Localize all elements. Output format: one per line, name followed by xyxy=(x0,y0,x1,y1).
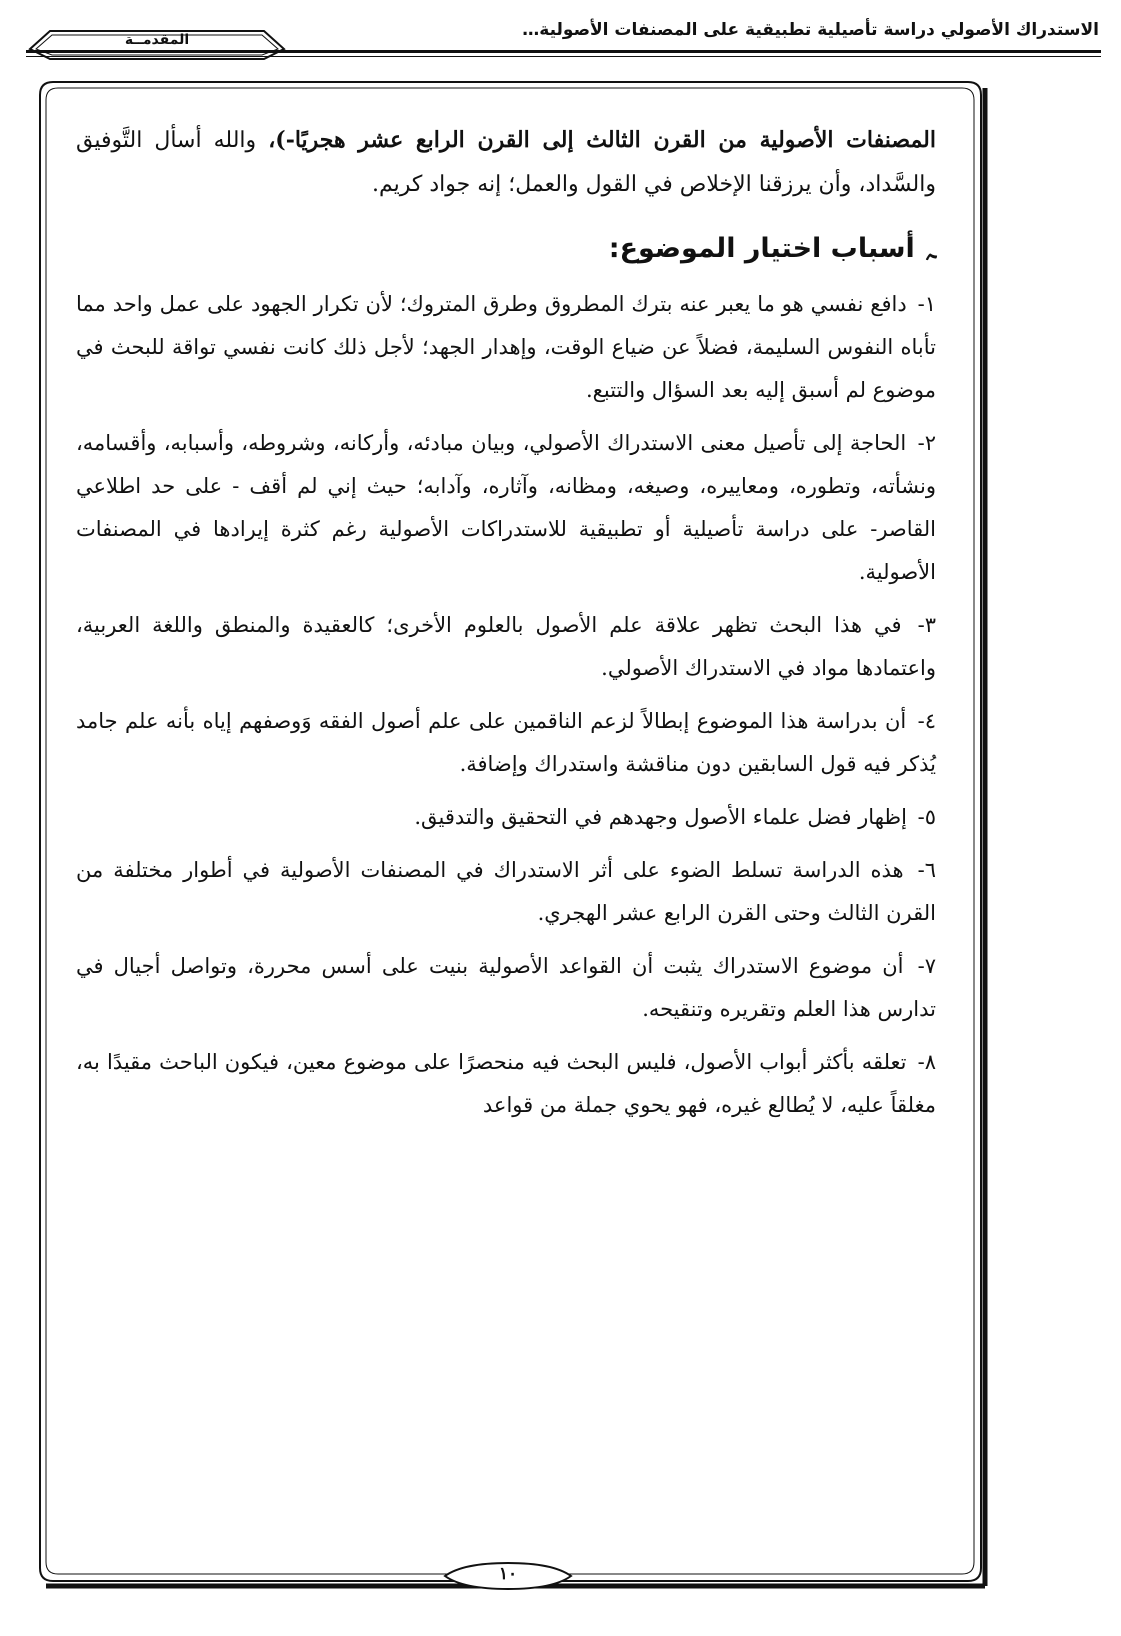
chapter-label: المقدمــة xyxy=(124,32,190,48)
list-item xyxy=(76,700,936,786)
page-number-tab xyxy=(443,1561,573,1591)
page-number: ١٠ xyxy=(498,1564,518,1584)
ornament-icon: ﮧ xyxy=(924,231,936,266)
item-number: ٣- xyxy=(917,613,936,637)
list-item xyxy=(76,1041,936,1127)
list-item xyxy=(76,849,936,935)
item-number: ٤- xyxy=(917,709,936,733)
list-item xyxy=(76,796,936,839)
item-text: دافع نفسي هو ما يعبر عنه بترك المطروق وطرق المتروك؛ لأن تكرار الجهود على عمل واحد مما تأباه النفوس السليمة، فضلاً عن ضياع الوقت، وإهدار الجهد؛ لأجل ذلك كانت نفسي تواقة للبحث في موضوع لم أسبق إليه بعد السؤال والتتبع. xyxy=(76,292,936,402)
item-text: هذه الدراسة تسلط الضوء على أثر الاستدراك في المصنفات الأصولية في أطوار مختلفة من القرن الثالث وحتى القرن الرابع عشر الهجري. xyxy=(76,858,936,925)
item-text: الحاجة إلى تأصيل معنى الاستدراك الأصولي، وبيان مبادئه، وأركانه، وشروطه، وأسبابه، وأقسامه، ونشأته، وتطوره، ومعاييره، وصيغه، ومظانه، وآثاره، وآدابه؛ حيث إني لم أقف - على حد اطلاعي القاصر- على دراسة تأصيلية أو تطبيقية للاستدراكات الأصولية رغم كثرة إيرادها في المصنفات الأصولية. xyxy=(76,431,936,584)
list-item xyxy=(76,422,936,594)
running-header-title: الاستدراك الأصولي دراسة تأصيلية تطبيقية على المصنفات الأصولية… xyxy=(522,20,1099,40)
page-body xyxy=(76,118,936,1137)
item-number: ٦- xyxy=(917,858,936,882)
item-text: تعلقه بأكثر أبواب الأصول، فليس البحث فيه منحصرًا على موضوع معين، فيكون الباحث مقيدًا به، مغلقاً عليه، لا يُطالع غيره، فهو يحوي جملة من قواعد xyxy=(76,1050,936,1117)
item-number: ١- xyxy=(917,292,936,316)
intro-paragraph xyxy=(76,118,936,207)
item-text: أن بدراسة هذا الموضوع إبطالاً لزعم الناقمين على علم أصول الفقه وَوصفهم إياه بأنه علم جامد يُذكر فيه قول السابقين دون مناقشة واستدراك وإضافة. xyxy=(76,709,936,776)
item-number: ٨- xyxy=(917,1050,936,1074)
item-number: ٥- xyxy=(917,805,936,829)
item-text: إظهار فضل علماء الأصول وجهدهم في التحقيق والتدقيق. xyxy=(414,805,907,829)
list-item xyxy=(76,945,936,1031)
item-text: أن موضوع الاستدراك يثبت أن القواعد الأصولية بنيت على أسس محررة، وتواصل أجيال في تدارس هذا العلم وتقريره وتنقيحه. xyxy=(76,954,936,1021)
item-number: ٢- xyxy=(917,431,936,455)
item-text: في هذا البحث تظهر علاقة علم الأصول بالعلوم الأخرى؛ كالعقيدة والمنطق واللغة العربية، واعتمادها مواد في الاستدراك الأصولي. xyxy=(76,613,936,680)
item-number: ٧- xyxy=(917,954,936,978)
list-item xyxy=(76,604,936,690)
intro-bold-text: المصنفات الأصولية من القرن الثالث إلى القرن الرابع عشر هجريًا-)، xyxy=(268,127,936,153)
section-heading-text: أسباب اختيار الموضوع: xyxy=(608,233,915,264)
intro-text: والله أسأل التَّوفيق والسَّداد، وأن يرزقنا الإخلاص في القول والعمل؛ إنه جواد كريم. xyxy=(76,128,936,197)
list-item xyxy=(76,283,936,412)
section-heading xyxy=(76,229,936,269)
